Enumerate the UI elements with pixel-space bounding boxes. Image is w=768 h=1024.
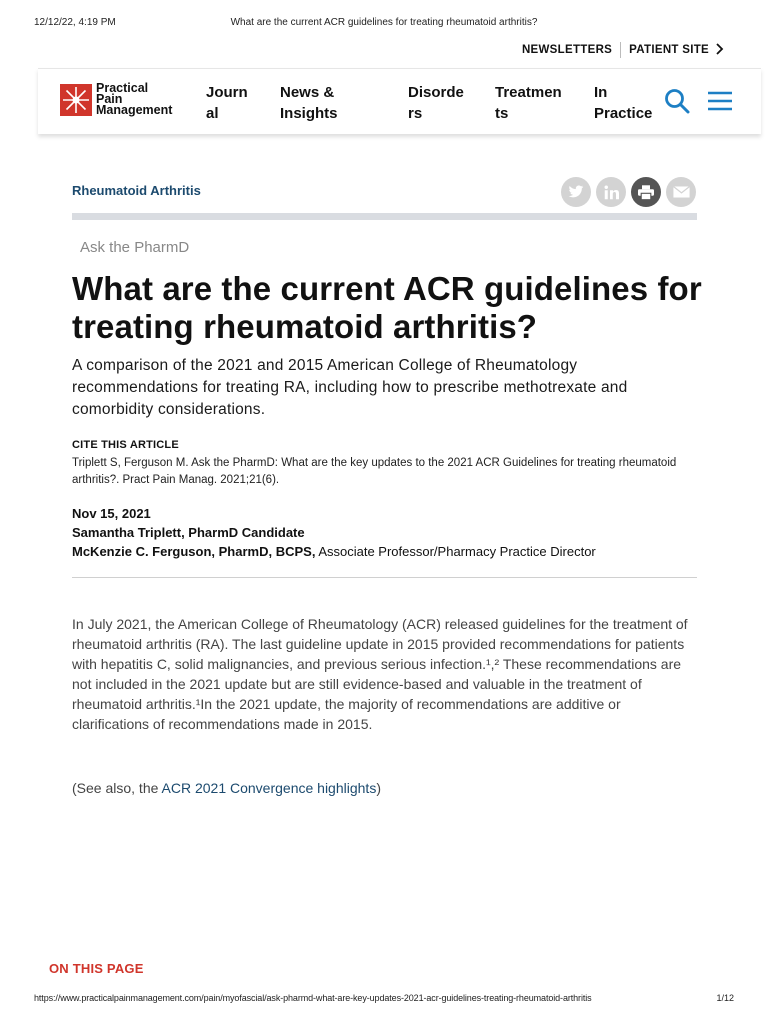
cite-text: Triplett S, Ferguson M. Ask the PharmD: What are the key updates to the 2021 ACR Guidelines for treating rheumatoid arthritis?. Pract Pain Manag. 2021;21(6). bbox=[72, 457, 677, 486]
article-category-link[interactable]: Rheumatoid Arthritis bbox=[72, 183, 201, 198]
see-also-suffix: ) bbox=[376, 780, 381, 796]
nav-journal[interactable] bbox=[206, 82, 248, 124]
article-headline: What are the current ACR guidelines for treating rheumatoid arthritis? bbox=[72, 270, 702, 345]
publish-date: Nov 15, 2021 bbox=[72, 506, 151, 521]
linkedin-share-button[interactable] bbox=[596, 177, 626, 207]
nav-news-line-2: Insights bbox=[280, 105, 338, 122]
print-icon bbox=[638, 185, 654, 200]
site-logo[interactable] bbox=[60, 83, 172, 116]
utility-divider bbox=[620, 42, 621, 58]
nav-treatments-line-2: ts bbox=[495, 105, 509, 122]
nav-disorders[interactable] bbox=[408, 82, 464, 124]
nav-news-line-1: News & bbox=[280, 84, 335, 101]
author-2-title: Associate Professor/Pharmacy Practice Director bbox=[315, 544, 596, 559]
byline-divider bbox=[72, 577, 697, 578]
newsletters-link[interactable]: NEWSLETTERS bbox=[521, 44, 613, 56]
article-kicker: Ask the PharmD bbox=[80, 239, 190, 256]
logo-line-2: Pain bbox=[96, 92, 123, 106]
author-2-name[interactable]: McKenzie C. Ferguson, PharmD, BCPS, bbox=[72, 544, 316, 559]
utility-links bbox=[522, 42, 724, 58]
patient-site-link[interactable]: PATIENT SITE bbox=[629, 44, 709, 56]
article-body-paragraph: In July 2021, the American College of Rheumatology (ACR) released guidelines for the treatment of rheumatoid arthritis (RA). The last guideline update in 2015 provided recommendations for patients with hepatitis C, solid malignancies, and previous serious infection.¹,² These recommendations are not included in the 2021 update but are still evidence-based and valuable in the treatment of rheumatoid arthritis.¹In the 2021 update, the majority of recommendations are additive or clarifications of recommendations made in 2015. bbox=[72, 616, 688, 732]
search-icon[interactable] bbox=[664, 88, 690, 114]
main-navbar bbox=[38, 68, 761, 134]
twitter-icon bbox=[568, 185, 584, 199]
email-share-button[interactable] bbox=[666, 177, 696, 207]
nav-disorders-line-2: rs bbox=[408, 105, 423, 122]
nav-in-practice[interactable] bbox=[594, 82, 652, 124]
article-dek: A comparison of the 2021 and 2015 American College of Rheumatology recommendations for treating RA, including how to prescribe methotrexate and comorbidity considerations. bbox=[72, 357, 628, 418]
twitter-share-button[interactable] bbox=[561, 177, 591, 207]
nav-treatments-line-1: Treatmen bbox=[495, 84, 562, 101]
nav-in-practice-line-1: In bbox=[594, 84, 608, 101]
print-page-number: 1/12 bbox=[716, 993, 734, 1003]
author-2 bbox=[72, 544, 596, 559]
nav-treatments[interactable] bbox=[495, 82, 562, 124]
print-header bbox=[34, 17, 734, 31]
cite-label: CITE THIS ARTICLE bbox=[72, 439, 179, 451]
nav-news-insights[interactable] bbox=[280, 82, 338, 124]
chevron-right-icon[interactable] bbox=[715, 43, 724, 58]
print-button[interactable] bbox=[631, 177, 661, 207]
on-this-page-toggle[interactable]: ON THIS PAGE bbox=[49, 961, 144, 976]
print-url: https://www.practicalpainmanagement.com/pain/myofascial/ask-pharmd-what-are-key-updates-2021-acr-guidelines-treating-rheumatoid-arthritis bbox=[34, 993, 592, 1003]
logo-line-1: Practical bbox=[96, 81, 149, 95]
hamburger-menu-icon[interactable] bbox=[708, 90, 732, 112]
see-also-link[interactable]: ACR 2021 Convergence highlights bbox=[161, 780, 377, 796]
see-also-prefix: (See also, the bbox=[72, 780, 162, 796]
print-datetime: 12/12/22, 4:19 PM bbox=[34, 17, 116, 28]
nav-in-practice-line-2: Practice bbox=[594, 105, 653, 122]
email-icon bbox=[673, 186, 690, 198]
author-1[interactable]: Samantha Triplett, PharmD Candidate bbox=[72, 525, 305, 540]
share-buttons bbox=[561, 177, 696, 207]
nav-disorders-line-1: Disorde bbox=[408, 84, 464, 101]
linkedin-icon bbox=[604, 185, 619, 200]
logo-wordmark bbox=[96, 83, 172, 116]
print-doc-title: What are the current ACR guidelines for treating rheumatoid arthritis? bbox=[230, 17, 538, 28]
nav-journal-line-1: Journ bbox=[206, 84, 248, 101]
logo-mark-icon bbox=[60, 84, 92, 116]
header-divider bbox=[72, 213, 697, 220]
logo-line-3: Management bbox=[96, 103, 173, 117]
nav-journal-line-2: al bbox=[206, 105, 219, 122]
see-also-note bbox=[72, 780, 381, 796]
print-footer bbox=[34, 993, 734, 1005]
